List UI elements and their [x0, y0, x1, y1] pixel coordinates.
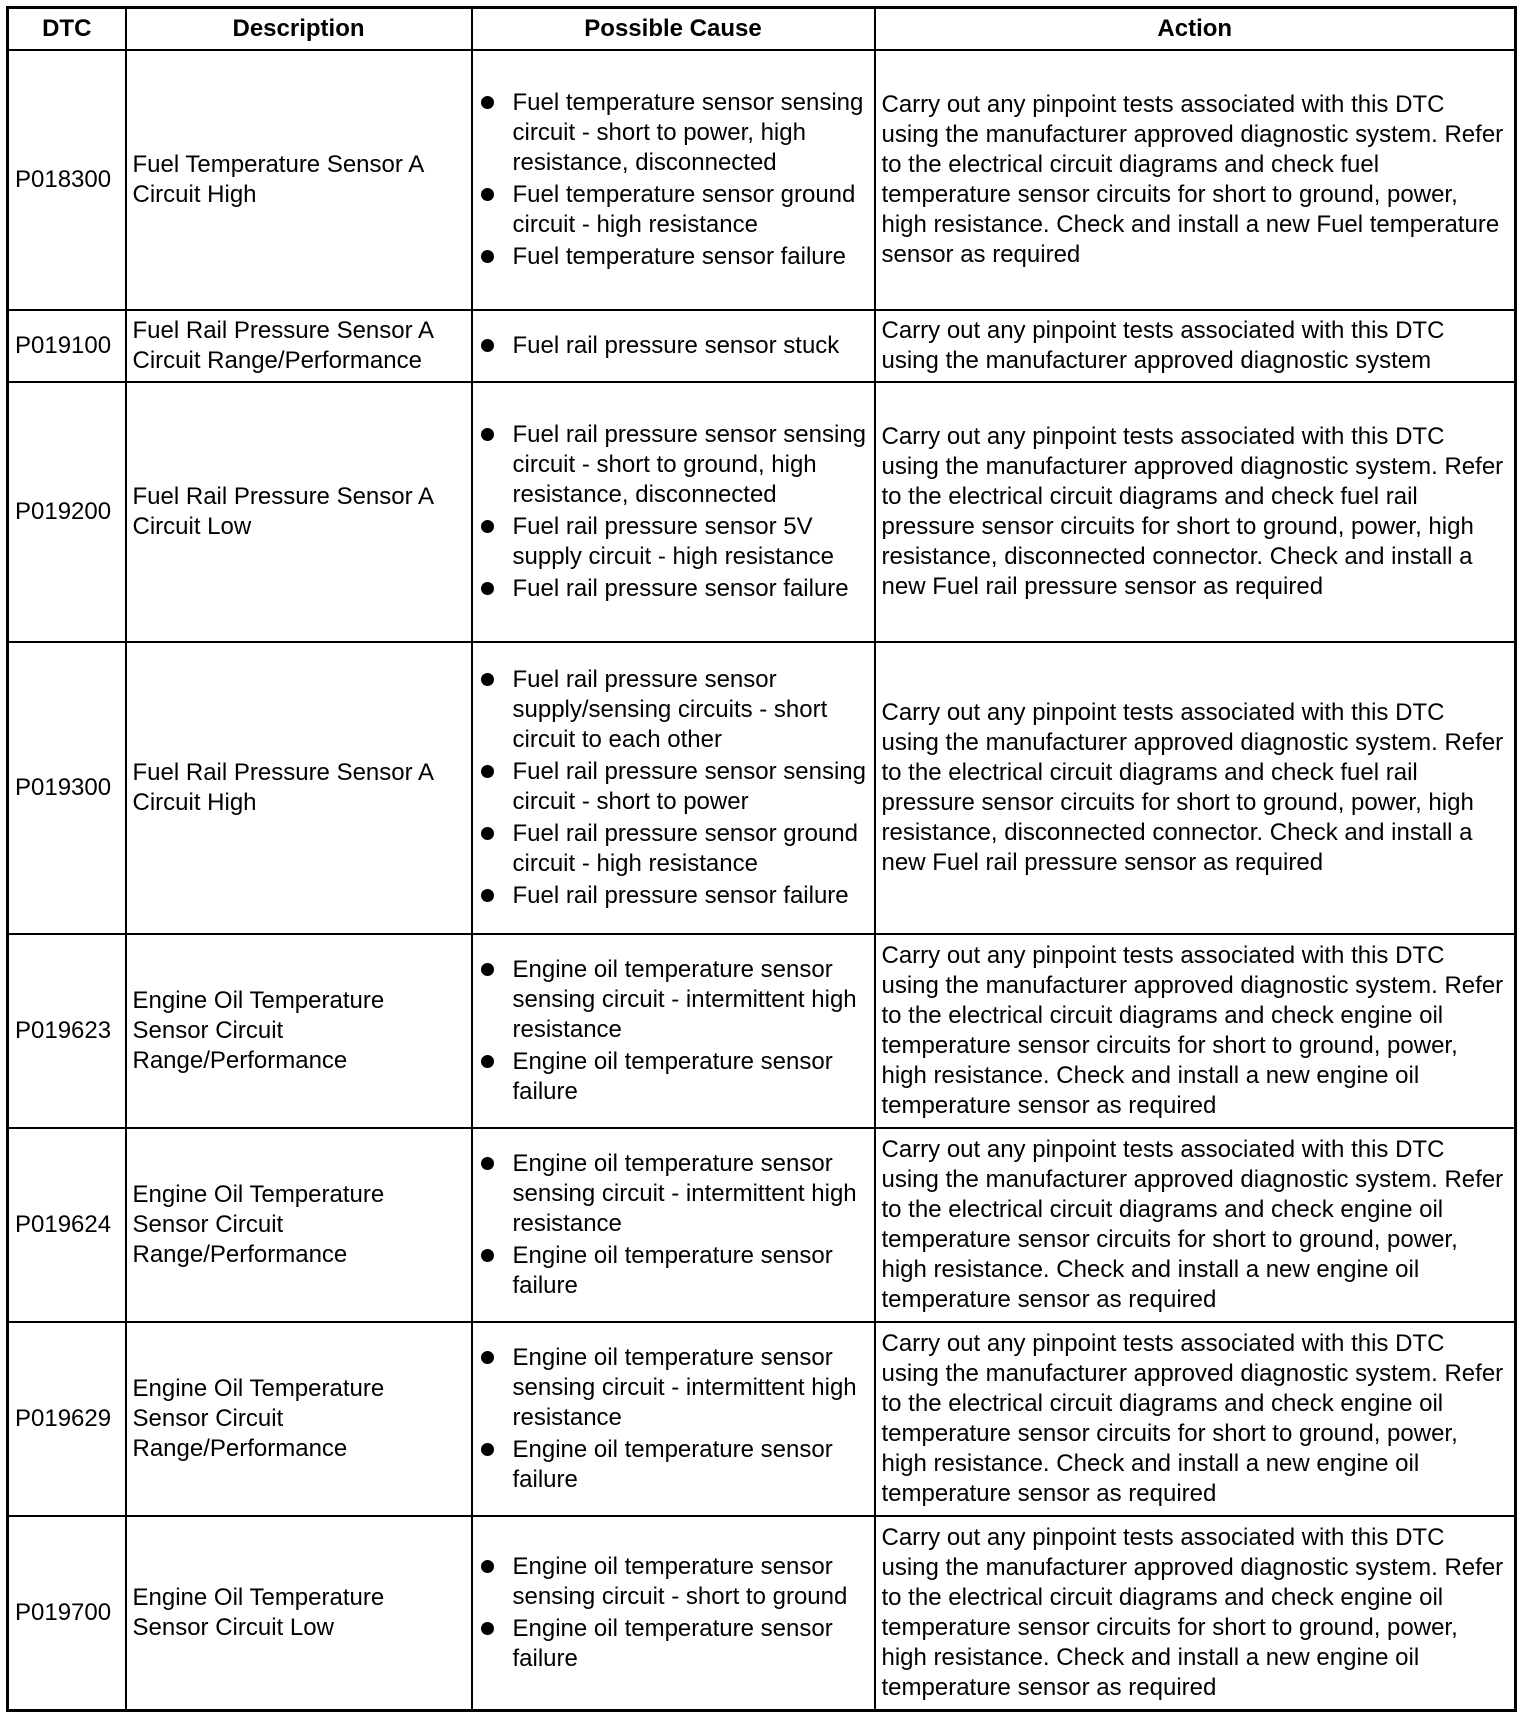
cause-item [479, 1552, 868, 1612]
possible-cause-cell [472, 310, 875, 382]
bullet-icon [481, 765, 494, 778]
bullet-icon [481, 96, 494, 109]
dtc-description: Fuel Rail Pressure Sensor A Circuit Low [126, 382, 472, 642]
dtc-code: P019624 [8, 1128, 126, 1322]
cause-text: Engine oil temperature sensor sensing circuit - intermittent high resistance [512, 1344, 857, 1431]
dtc-description: Engine Oil Temperature Sensor Circuit Low [126, 1516, 472, 1710]
cause-text: Fuel temperature sensor ground circuit - high resistance [512, 181, 856, 238]
dtc-description: Fuel Temperature Sensor A Circuit High [126, 50, 472, 310]
cause-item [479, 757, 868, 817]
bullet-icon [481, 1055, 494, 1068]
cause-text: Fuel rail pressure sensor failure [512, 575, 849, 602]
cause-item [479, 180, 868, 240]
cause-text: Fuel rail pressure sensor ground circuit - high resistance [512, 820, 859, 877]
cause-text: Fuel rail pressure sensor stuck [512, 332, 840, 359]
cause-text: Engine oil temperature sensor failure [512, 1614, 833, 1672]
dtc-table [6, 6, 1517, 1712]
cause-item [479, 1241, 868, 1301]
bullet-icon [481, 1351, 494, 1364]
action-text: Carry out any pinpoint tests associated with this DTC using the manufacturer approved diagnostic system. Refer to the electrical circuit diagrams and check engine oil temperature sensor circuits for short to ground, power, high resistance. Check and install a new engine oil temperature sensor as required [875, 1516, 1516, 1710]
dtc-code: P019100 [8, 310, 126, 382]
table-row [8, 1516, 1516, 1710]
table-row [8, 1322, 1516, 1516]
bullet-icon [481, 188, 494, 201]
possible-cause-list [479, 1343, 868, 1495]
table-row [8, 382, 1516, 642]
cause-text: Fuel rail pressure sensor 5V supply circuit - high resistance [512, 513, 834, 570]
cause-item [479, 1435, 868, 1495]
dtc-code: P019200 [8, 382, 126, 642]
cause-item [479, 512, 868, 572]
table-row [8, 934, 1516, 1128]
dtc-code: P018300 [8, 50, 126, 310]
cause-item [479, 1343, 868, 1433]
bullet-icon [481, 582, 494, 595]
action-text: Carry out any pinpoint tests associated with this DTC using the manufacturer approved diagnostic system. Refer to the electrical circuit diagrams and check engine oil temperature sensor circuits for short to ground, power, high resistance. Check and install a new engine oil temperature sensor as required [875, 934, 1516, 1128]
possible-cause-list [479, 1149, 868, 1301]
cause-text: Engine oil temperature sensor failure [512, 1436, 833, 1493]
header-possible-cause: Possible Cause [472, 8, 875, 51]
bullet-icon [481, 963, 494, 976]
possible-cause-list [479, 1552, 868, 1674]
possible-cause-list [479, 331, 868, 361]
bullet-icon [481, 673, 494, 686]
header-action: Action [875, 8, 1516, 51]
possible-cause-cell [472, 50, 875, 310]
bullet-icon [481, 1622, 494, 1635]
table-body [8, 50, 1516, 1710]
possible-cause-cell [472, 1128, 875, 1322]
header-description: Description [126, 8, 472, 51]
bullet-icon [481, 1443, 494, 1456]
bullet-icon [481, 1560, 494, 1573]
bullet-icon [481, 428, 494, 441]
cause-text: Engine oil temperature sensor failure [512, 1048, 833, 1105]
cause-text: Fuel temperature sensor sensing circuit - short to power, high resistance, disconnected [512, 89, 864, 176]
table-row [8, 50, 1516, 310]
dtc-description: Fuel Rail Pressure Sensor A Circuit Range/Performance [126, 310, 472, 382]
dtc-code: P019623 [8, 934, 126, 1128]
bullet-icon [481, 339, 494, 352]
cause-text: Fuel rail pressure sensor sensing circuit - short to ground, high resistance, disconnected [512, 421, 866, 508]
possible-cause-list [479, 955, 868, 1107]
bullet-icon [481, 1157, 494, 1170]
possible-cause-list [479, 88, 868, 272]
bullet-icon [481, 889, 494, 902]
cause-text: Engine oil temperature sensor failure [512, 1242, 833, 1299]
possible-cause-cell [472, 382, 875, 642]
action-text: Carry out any pinpoint tests associated with this DTC using the manufacturer approved diagnostic system [875, 310, 1516, 382]
table-row [8, 1128, 1516, 1322]
dtc-description: Engine Oil Temperature Sensor Circuit Range/Performance [126, 1128, 472, 1322]
cause-item [479, 420, 868, 510]
action-text: Carry out any pinpoint tests associated with this DTC using the manufacturer approved diagnostic system. Refer to the electrical circuit diagrams and check fuel rail pressure sensor circuits for short to ground, power, high resistance, disconnected connector. Check and install a new Fuel rail pressure sensor as required [875, 382, 1516, 642]
cause-text: Fuel temperature sensor failure [512, 243, 846, 270]
dtc-code: P019300 [8, 642, 126, 934]
possible-cause-list [479, 665, 868, 911]
possible-cause-list [479, 420, 868, 604]
possible-cause-cell [472, 934, 875, 1128]
dtc-description: Fuel Rail Pressure Sensor A Circuit High [126, 642, 472, 934]
dtc-description: Engine Oil Temperature Sensor Circuit Range/Performance [126, 934, 472, 1128]
cause-item [479, 242, 868, 272]
table-row [8, 642, 1516, 934]
dtc-document-page [6, 6, 1514, 1701]
table-row [8, 310, 1516, 382]
possible-cause-cell [472, 642, 875, 934]
cause-item [479, 1047, 868, 1107]
cause-item [479, 665, 868, 755]
action-text: Carry out any pinpoint tests associated with this DTC using the manufacturer approved diagnostic system. Refer to the electrical circuit diagrams and check engine oil temperature sensor circuits for short to ground, power, high resistance. Check and install a new engine oil temperature sensor as required [875, 1128, 1516, 1322]
cause-item [479, 1149, 868, 1239]
cause-item [479, 574, 868, 604]
cause-item [479, 88, 868, 178]
cause-item [479, 955, 868, 1045]
action-text: Carry out any pinpoint tests associated with this DTC using the manufacturer approved diagnostic system. Refer to the electrical circuit diagrams and check engine oil temperature sensor circuits for short to ground, power, high resistance. Check and install a new engine oil temperature sensor as required [875, 1322, 1516, 1516]
bullet-icon [481, 1249, 494, 1262]
cause-text: Fuel rail pressure sensor supply/sensing circuits - short circuit to each other [512, 666, 828, 753]
dtc-code: P019700 [8, 1516, 126, 1710]
cause-item [479, 331, 868, 361]
table-header-row [8, 8, 1516, 51]
cause-item [479, 881, 868, 911]
cause-item [479, 1614, 868, 1674]
cause-text: Fuel rail pressure sensor failure [512, 882, 849, 909]
cause-item [479, 819, 868, 879]
cause-text: Engine oil temperature sensor sensing circuit - intermittent high resistance [512, 956, 857, 1043]
dtc-description: Engine Oil Temperature Sensor Circuit Range/Performance [126, 1322, 472, 1516]
possible-cause-cell [472, 1322, 875, 1516]
cause-text: Fuel rail pressure sensor sensing circuit - short to power [512, 758, 866, 815]
bullet-icon [481, 827, 494, 840]
possible-cause-cell [472, 1516, 875, 1710]
bullet-icon [481, 250, 494, 263]
action-text: Carry out any pinpoint tests associated with this DTC using the manufacturer approved diagnostic system. Refer to the electrical circuit diagrams and check fuel temperature sensor circuits for short to ground, power, high resistance. Check and install a new Fuel temperature sensor as required [875, 50, 1516, 310]
cause-text: Engine oil temperature sensor sensing circuit - short to ground [512, 1552, 848, 1610]
bullet-icon [481, 520, 494, 533]
cause-text: Engine oil temperature sensor sensing circuit - intermittent high resistance [512, 1150, 857, 1237]
header-dtc: DTC [8, 8, 126, 51]
dtc-code: P019629 [8, 1322, 126, 1516]
action-text: Carry out any pinpoint tests associated with this DTC using the manufacturer approved diagnostic system. Refer to the electrical circuit diagrams and check fuel rail pressure sensor circuits for short to ground, power, high resistance, disconnected connector. Check and install a new Fuel rail pressure sensor as required [875, 642, 1516, 934]
